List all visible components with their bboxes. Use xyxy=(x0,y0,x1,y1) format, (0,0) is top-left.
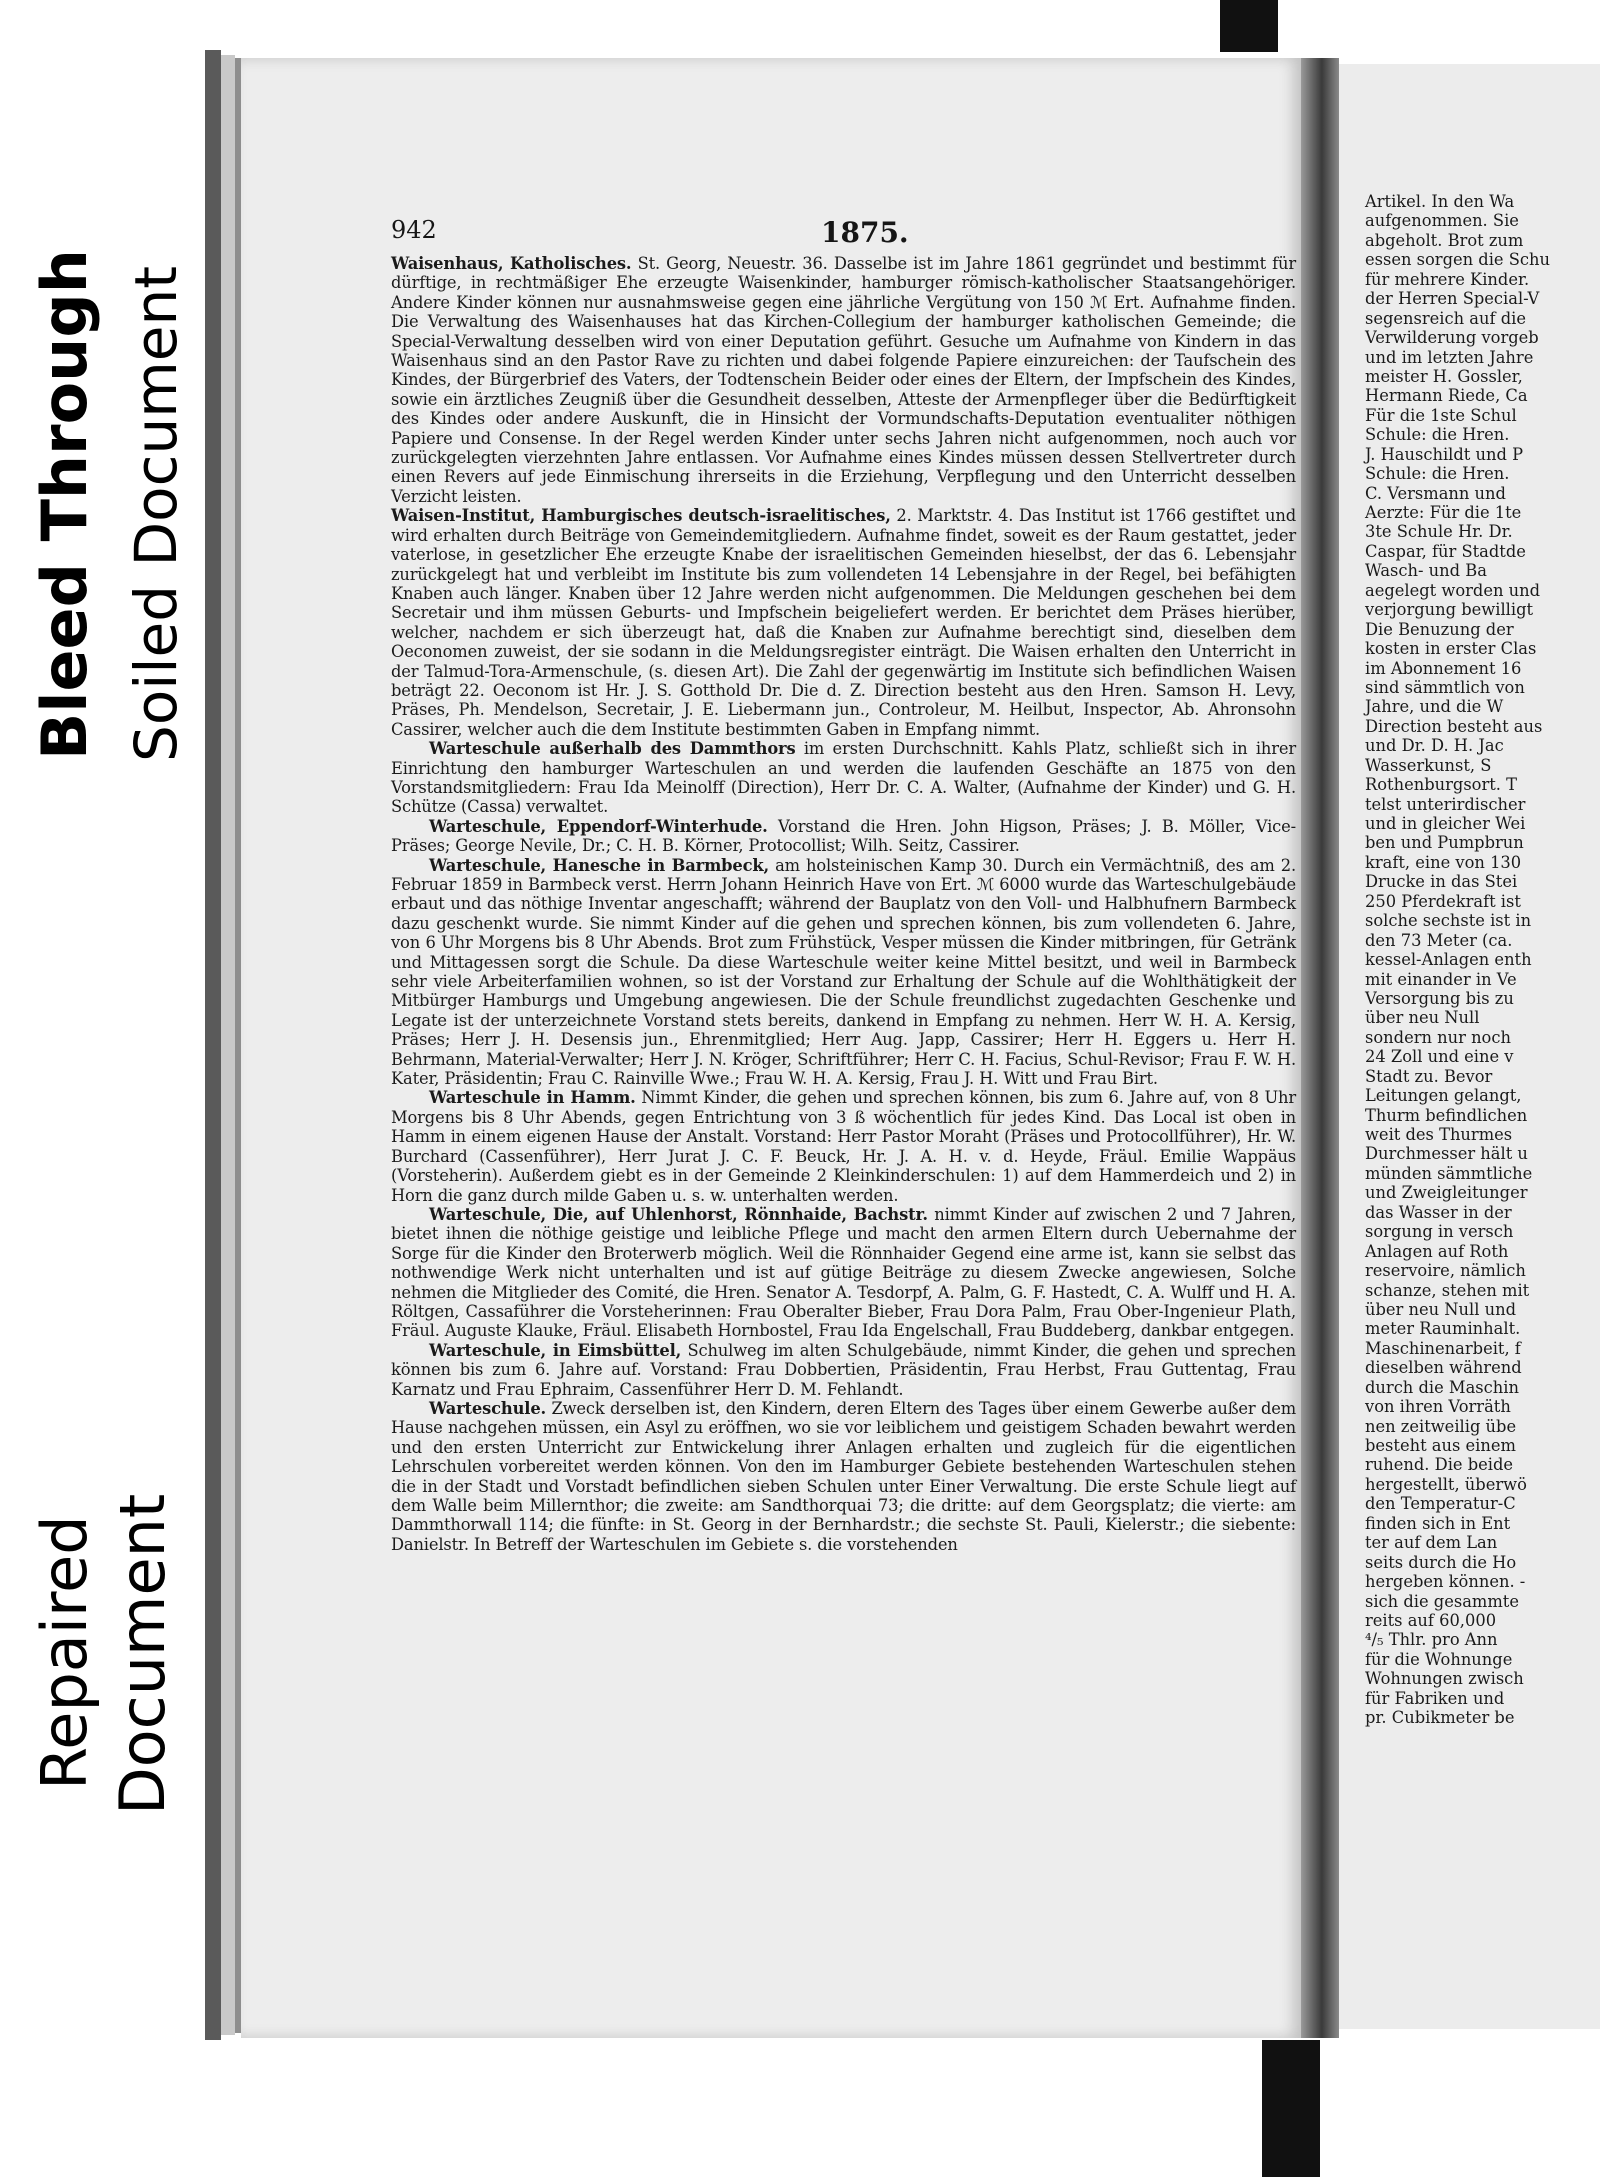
right-column-line: C. Versmann und xyxy=(1365,483,1506,503)
right-column-text xyxy=(1365,192,1600,1728)
left-column-text xyxy=(391,254,1296,1554)
right-column-line: und Dr. D. H. Jac xyxy=(1365,736,1504,756)
entry xyxy=(391,739,1296,817)
right-column-line: sind sämmtlich von xyxy=(1365,677,1525,697)
right-column-line: schanze, stehen mit xyxy=(1365,1280,1530,1300)
entry-title: Warteschule, Eppendorf-Winterhude. xyxy=(429,816,768,836)
right-page xyxy=(1339,64,1600,2029)
right-column-line: J. Hauschildt und P xyxy=(1365,444,1524,464)
scan-marker-top xyxy=(1220,0,1278,52)
right-column-line: und im letzten Jahre xyxy=(1365,347,1534,367)
entry-body: nimmt Kinder auf zwischen 2 und 7 Jahren, bietet ihnen die nöthige geistige und leibliche Pflege und macht den armen Eltern durch Uebernahme der Sorge für die Kinder den Broterwerb möglich. Weil die Rönnhaider Gegend eine arme ist, kann sie selbst das nothwendige Werk nicht unterhalten und ist auf gütige Beiträge zu diesem Zwecke angewiesen, Solche nehmen die Mitglieder des Comité, die Hren. Senator A. Tesdorpf, A. Palm, G. F. Hastedt, C. A. Wulff und H. A. Röltgen, Cassaführer die Vorsteherinnen: Frau Oberalter Bieber, Frau Dora Palm, Frau Ober-Ingenieur Plath, Fräul. Auguste Klauke, Fräul. Elisabeth Hornbostel, Frau Ida Engelschall, Frau Buddeberg, dankbar entgegen. xyxy=(391,1204,1297,1341)
page-number: 942 xyxy=(391,216,437,244)
right-column-line: Versorgung bis zu xyxy=(1365,988,1514,1008)
entry-body: im ersten Durchschnitt. Kahls Platz, schließt sich in ihrer Einrichtung den hamburger Warteschulen an und werden die laufenden Geschäfte an 1875 von den Vorstandsmitgliedern: Frau Ida Meinolff (Direction), Herr Dr. C. A. Walter, (Aufnahme der Kinder) und G. H. Schütze (Cassa) verwaltet. xyxy=(391,739,1296,817)
right-column-line: Verwilderung vorgeb xyxy=(1365,328,1539,348)
entry-title: Warteschule, Die, auf Uhlenhorst, Rönnhaide, Bachstr. xyxy=(429,1204,928,1224)
right-column-line: segensreich auf die xyxy=(1365,308,1526,328)
entry xyxy=(391,254,1296,506)
right-column-line: pr. Cubikmeter be xyxy=(1365,1708,1515,1728)
entry-title: Warteschule, in Eimsbüttel, xyxy=(429,1340,682,1360)
soiled-document-label: Soiled Document xyxy=(122,266,190,762)
right-column-line: besteht aus einem xyxy=(1365,1436,1516,1455)
right-column-line: Drucke in das Stei xyxy=(1365,872,1518,892)
right-column-line: aegelegt worden und xyxy=(1365,580,1541,600)
entry-title: Waisenhaus, Katholisches. xyxy=(391,254,632,273)
entry xyxy=(391,1088,1296,1204)
right-column-line: dieselben während xyxy=(1365,1358,1522,1378)
right-column-line: kessel-Anlagen enth xyxy=(1365,950,1532,970)
right-column-line: für Fabriken und xyxy=(1365,1688,1505,1708)
left-page xyxy=(241,58,1301,2038)
right-column-line: Wasch- und Ba xyxy=(1365,561,1487,581)
right-column-line: Wasserkunst, S xyxy=(1365,755,1492,775)
scan-marker-bottom xyxy=(1262,2040,1320,2177)
document-label: Document xyxy=(106,1493,179,1815)
right-column-line: Rothenburgsort. T xyxy=(1365,775,1518,795)
right-column-line: ⁴/₅ Thlr. pro Ann xyxy=(1365,1630,1498,1650)
book-edge-dark xyxy=(205,50,221,2040)
right-column-line: kosten in erster Clas xyxy=(1365,639,1537,659)
right-column-line: finden sich in Ent xyxy=(1365,1513,1511,1533)
scanned-book-spread xyxy=(205,0,1600,2177)
right-column-line: Aerzte: Für die 1te xyxy=(1365,503,1522,522)
right-column-line: Caspar, für Stadtde xyxy=(1365,541,1526,561)
right-column-line: durch die Maschin xyxy=(1365,1377,1519,1397)
target-label-strip xyxy=(0,0,205,2177)
right-column-line: 250 Pferdekraft ist xyxy=(1365,891,1521,911)
right-column-line: von ihren Vorräth xyxy=(1365,1397,1511,1417)
right-column-line: Schule: die Hren. xyxy=(1365,464,1510,484)
repaired-label: Repaired xyxy=(28,1515,101,1790)
right-column-line: das Wasser in der xyxy=(1365,1202,1512,1222)
right-column-line: über neu Null xyxy=(1365,1008,1480,1028)
right-column-line: den Temperatur-C xyxy=(1365,1494,1516,1514)
entry xyxy=(391,817,1296,856)
right-column-line: über neu Null und xyxy=(1365,1299,1516,1319)
entry-title: Warteschule. xyxy=(429,1398,547,1418)
book-gutter xyxy=(1301,58,1339,2038)
right-column-line: sorgung in versch xyxy=(1365,1222,1514,1242)
right-column-line: Direction besteht aus xyxy=(1365,716,1543,736)
right-column-line: Stadt zu. Bevor xyxy=(1365,1066,1493,1086)
bleed-through-label: Bleed Through xyxy=(28,249,101,760)
right-column-line: verjorgung bewilligt xyxy=(1365,600,1534,620)
right-column-line: für die Wohnunge xyxy=(1365,1649,1513,1669)
right-column-line: nen zeitweilig übe xyxy=(1365,1416,1517,1436)
right-column-line: reservoire, nämlich xyxy=(1365,1261,1526,1281)
right-column-line: mit einander in Ve xyxy=(1365,969,1517,989)
right-column-line: Artikel. In den Wa xyxy=(1365,192,1515,211)
right-column-line: kraft, eine von 130 xyxy=(1365,852,1522,872)
right-column-line: hergestellt, überwö xyxy=(1365,1474,1527,1494)
entry-title: Warteschule, Hanesche in Barmbeck, xyxy=(429,855,770,875)
entry-body: Zweck derselben ist, den Kindern, deren Eltern des Tages über einem Gewerbe außer dem Hause nachgehen müssen, ein Asyl zu eröffnen, wo sie vor leiblichem und geistigem Schaden bewahrt werden und den ersten Unterricht zur Entwickelung ihrer Anlagen erhalten und zugleich für die eigentlichen Lehrschulen vorbereitet werden können. Von den im Hamburger Gebiete bestehenden Warteschulen stehen die in der Stadt und Vorstadt befindlichen sieben Schulen unter Einer Verwaltung. Die erste Schule liegt auf dem Walle beim Millernthor; die zweite: am Sandthorquai 73; die dritte: auf dem Georgsplatz; die vierte: am Dammthorwall 114; die fünfte: in St. Georg in der Bernhardstr.; die sechste St. Pauli, Kielerstr.; die siebente: Danielstr. In Betreff der Warteschulen im Gebiete s. die vorstehenden xyxy=(391,1398,1296,1554)
right-column-line: 3te Schule Hr. Dr. xyxy=(1365,522,1513,542)
right-column-line: Hermann Riede, Ca xyxy=(1365,386,1528,406)
right-column-line: telst unterirdischer xyxy=(1365,794,1526,814)
right-column-line: der Herren Special-V xyxy=(1365,289,1540,309)
entry-body: Schulweg im alten Schulgebäude, nimmt Kinder, die gehen und sprechen können bis zum 6. Jahre auf. Vorstand: Frau Dobbertien, Präsidentin, Frau Herbst, Frau Guttentag, Frau Karnatz und Frau Ephraim, Cassenführer Herr D. M. Fehlandt. xyxy=(391,1340,1296,1399)
page-year-heading: 1875. xyxy=(821,216,909,249)
entry xyxy=(391,506,1296,739)
right-column-line: Durchmesser hält u xyxy=(1365,1144,1528,1164)
right-column-line: solche sechste ist in xyxy=(1365,911,1532,931)
entry-title: Warteschule in Hamm. xyxy=(429,1088,636,1108)
right-column-line: münden sämmtliche xyxy=(1365,1163,1533,1183)
right-column-line: Die Benuzung der xyxy=(1365,619,1514,639)
entry-body: Nimmt Kinder, die gehen und sprechen können, bis zum 6. Jahre auf, von 8 Uhr Morgens bis 8 Uhr Abends, gegen Entrichtung von 3 ß wöchentlich für jedes Kind. Das Local ist oben in Hamm in einem eigenen Hause der Anstalt. Vorstand: Herr Pastor Moraht (Präses und Protocollführer), Hr. W. Burchard (Cassenführer), Herr Jurat J. C. F. Beuck, Hr. J. A. H. v. d. Heyde, Fräul. Emilie Wappäus (Vorsteherin). Außerdem giebt es in der Gemeinde 2 Kleinkinderschulen: 1) auf dem Hammerdeich und 2) in Horn die ganz durch milde Gaben u. s. w. unterhalten werden. xyxy=(391,1088,1296,1205)
right-column-line: Wohnungen zwisch xyxy=(1365,1669,1524,1689)
right-column-line: im Abonnement 16 xyxy=(1365,658,1522,678)
entry xyxy=(391,1341,1296,1399)
entry xyxy=(391,856,1296,1089)
book-edge-light xyxy=(221,55,235,2035)
right-column-line: weit des Thurmes xyxy=(1365,1125,1513,1144)
right-column-line: meister H. Gossler, xyxy=(1365,366,1523,386)
right-column-line: sich die gesammte xyxy=(1365,1591,1519,1611)
right-column-line: Thurm befindlichen xyxy=(1365,1105,1528,1125)
right-column-line: und Zweigleitunger xyxy=(1365,1183,1528,1203)
right-column-line: 24 Zoll und eine v xyxy=(1365,1047,1514,1067)
entry-body: 2. Marktstr. 4. Das Institut ist 1766 gestiftet und wird erhalten durch Beiträge von Gemeindemitgliedern. Aufnahme findet, soweit es der Raum gestattet, jeder vaterlose, in gesetzlicher Ehe erzeugte Knabe der israelitischen Gemeinden hieselbst, der das 6. Lebensjahr zurückgelegt hat und verbleibt im Institute bis zum vollendeten 14 Lebensjahre in der Regel, bei befähigten Knaben auch länger. Knaben über 12 Jahre werden nicht aufgenommen. Die Meldungen geschehen bei dem Secretair und ihm müssen Geburts- und Impfschein beigeliefert werden. Er berichtet dem Präses hierüber, welcher, nachdem er sich überzeugt hat, daß die Knaben zur Aufnahme berechtigt sind, dieselben dem Oeconomen zuweist, der sie sodann in die Meldungsregister einträgt. Die Waisen erhalten den Unterricht in der Talmud-Tora-Armenschule, (s. diesen Art). Die Zahl der gegenwärtig im Institute sich befindlichen Waisen beträgt 22. Oeconom ist Hr. J. S. Gotthold Dr. Die d. Z. Direction besteht aus den Hren. Samson H. Levy, Präses, Ph. Mendelson, Secretair, J. E. Liebermann jun., Controleur, M. Heilbut, Inspector, Ab. Ahronsohn Cassirer, welcher auch die dem Institute bestimmten Gaben in Empfang nimmt. xyxy=(391,506,1296,739)
right-column-line: Für die 1ste Schul xyxy=(1365,405,1517,425)
right-column-line: ben und Pumpbrun xyxy=(1365,833,1524,853)
right-column-line: reits auf 60,000 xyxy=(1365,1610,1497,1630)
right-column-line: aufgenommen. Sie xyxy=(1365,211,1519,231)
right-column-line: hergeben können. - xyxy=(1365,1572,1526,1592)
right-column-line: sondern nur noch xyxy=(1365,1027,1511,1047)
right-column-line: essen sorgen die Schu xyxy=(1365,250,1550,270)
right-column-line: ter auf dem Lan xyxy=(1365,1533,1498,1553)
entry xyxy=(391,1399,1296,1554)
right-column-line: Maschinenarbeit, f xyxy=(1365,1338,1521,1358)
right-column-line: meter Rauminhalt. xyxy=(1365,1319,1521,1339)
right-column-line: Schule: die Hren. xyxy=(1365,425,1510,445)
right-column-line: seits durch die Ho xyxy=(1365,1552,1517,1572)
entry-body: Vorstand die Hren. John Higson, Präses; J. B. Möller, Vice-Präses; George Nevile, Dr.; C. H. B. Körner, Protocollist; Wilh. Seitz, Cassirer. xyxy=(391,816,1296,856)
right-column-line: den 73 Meter (ca. xyxy=(1365,930,1513,950)
right-column-line: und in gleicher Wei xyxy=(1365,814,1526,833)
right-column-line: ruhend. Die beide xyxy=(1365,1455,1514,1475)
entry-title: Waisen-Institut, Hamburgisches deutsch-israelitisches, xyxy=(391,506,891,526)
right-column-line: für mehrere Kinder. xyxy=(1365,269,1530,289)
entry-body: St. Georg, Neuestr. 36. Dasselbe ist im Jahre 1861 gegründet und bestimmt für dürftige, in rechtmäßiger Ehe erzeugte Waisenkinder, hamburger römisch-katholischer Staatsangehöriger. Andere Kinder können nur ausnahmsweise gegen eine jährliche Vergütung von 150 ℳ Ert. Aufnahme finden. Die Verwaltung des Waisenhauses hat das Kirchen-Collegium der hamburger katholischen Gemeinde; die Special-Verwaltung desselben wird von einer Deputation geführt. Gesuche um Aufnahme von Kindern in das Waisenhaus sind an den Pastor Rave zu richten und dabei folgende Papiere einzureichen: der Taufschein des Kindes, der Bürgerbrief des Vaters, der Todtenschein Beider oder eines der Eltern, der Impfschein des Kindes, sowie ein ärztliches Zeugniß über die Gesundheit desselben, Atteste der Armenpfleger über die Bedürftigkeit des Kindes oder andere Auskunft, die in Hinsicht der Vormundschafts-Deputation eventualiter nöthigen Papiere und Consense. In der Regel werden Kinder unter sechs Jahren nicht aufgenommen, noch auch vor zurückgelegten vierzehnten Jahre entlassen. Vor Aufnahme eines Kindes müssen dessen Stellvertreter durch einen Revers auf jede Einmischung ihrerseits in die Erziehung, Verpflegung und den Unterricht desselben Verzicht leisten. xyxy=(391,254,1296,506)
right-column-line: Jahre, und die W xyxy=(1365,697,1504,717)
entry xyxy=(391,1205,1296,1341)
right-column-line: Leitungen gelangt, xyxy=(1365,1086,1522,1106)
entry-title: Warteschule außerhalb des Dammthors xyxy=(429,739,796,759)
entry-body: am holsteinischen Kamp 30. Durch ein Vermächtniß, des am 2. Februar 1859 in Barmbeck verst. Herrn Johann Heinrich Have von Ert. ℳ 6000 wurde das Warteschulgebäude erbaut und das nöthige Inventar angeschafft; während der Bauplatz von den Voll- und Halbhufnern Barmbeck dazu geschenkt wurde. Sie nimmt Kinder auf die gehen und sprechen können, bis zum vollendeten 6. Jahre, von 6 Uhr Morgens bis 8 Uhr Abends. Brot zum Frühstück, Vesper müssen die Kinder mitbringen, für Getränk und Mittagessen sorgt die Schule. Da diese Warteschule weiter keine Mittel besitzt, und weil in Barmbeck sehr viele Arbeiterfamilien wohnen, so ist der Vorstand zur Erhaltung der Schule auf die Wohlthätigkeit der Mitbürger Hamburgs und Umgebung angewiesen. Die der Schule freundlichst zugedachten Geschenke und Legate ist der unterzeichnete Vorstand stets bereits, dankend in Empfang zu nehmen. Herr W. H. A. Kersig, Präses; Herr J. H. Desensis jun., Ehrenmitglied; Herr Aug. Japp, Cassirer; Herr H. Eggers u. Herr H. Behrmann, Material-Verwalter; Herr J. N. Kröger, Schriftführer; Herr C. H. Facius, Schul-Revisor; Frau F. W. H. Kater, Präsidentin; Frau C. Rainville Wwe.; Frau W. H. A. Kersig, Frau J. H. Witt und Frau Birt. xyxy=(391,855,1296,1089)
right-column-line: Anlagen auf Roth xyxy=(1365,1241,1509,1261)
right-column-line: abgeholt. Brot zum xyxy=(1365,230,1524,250)
